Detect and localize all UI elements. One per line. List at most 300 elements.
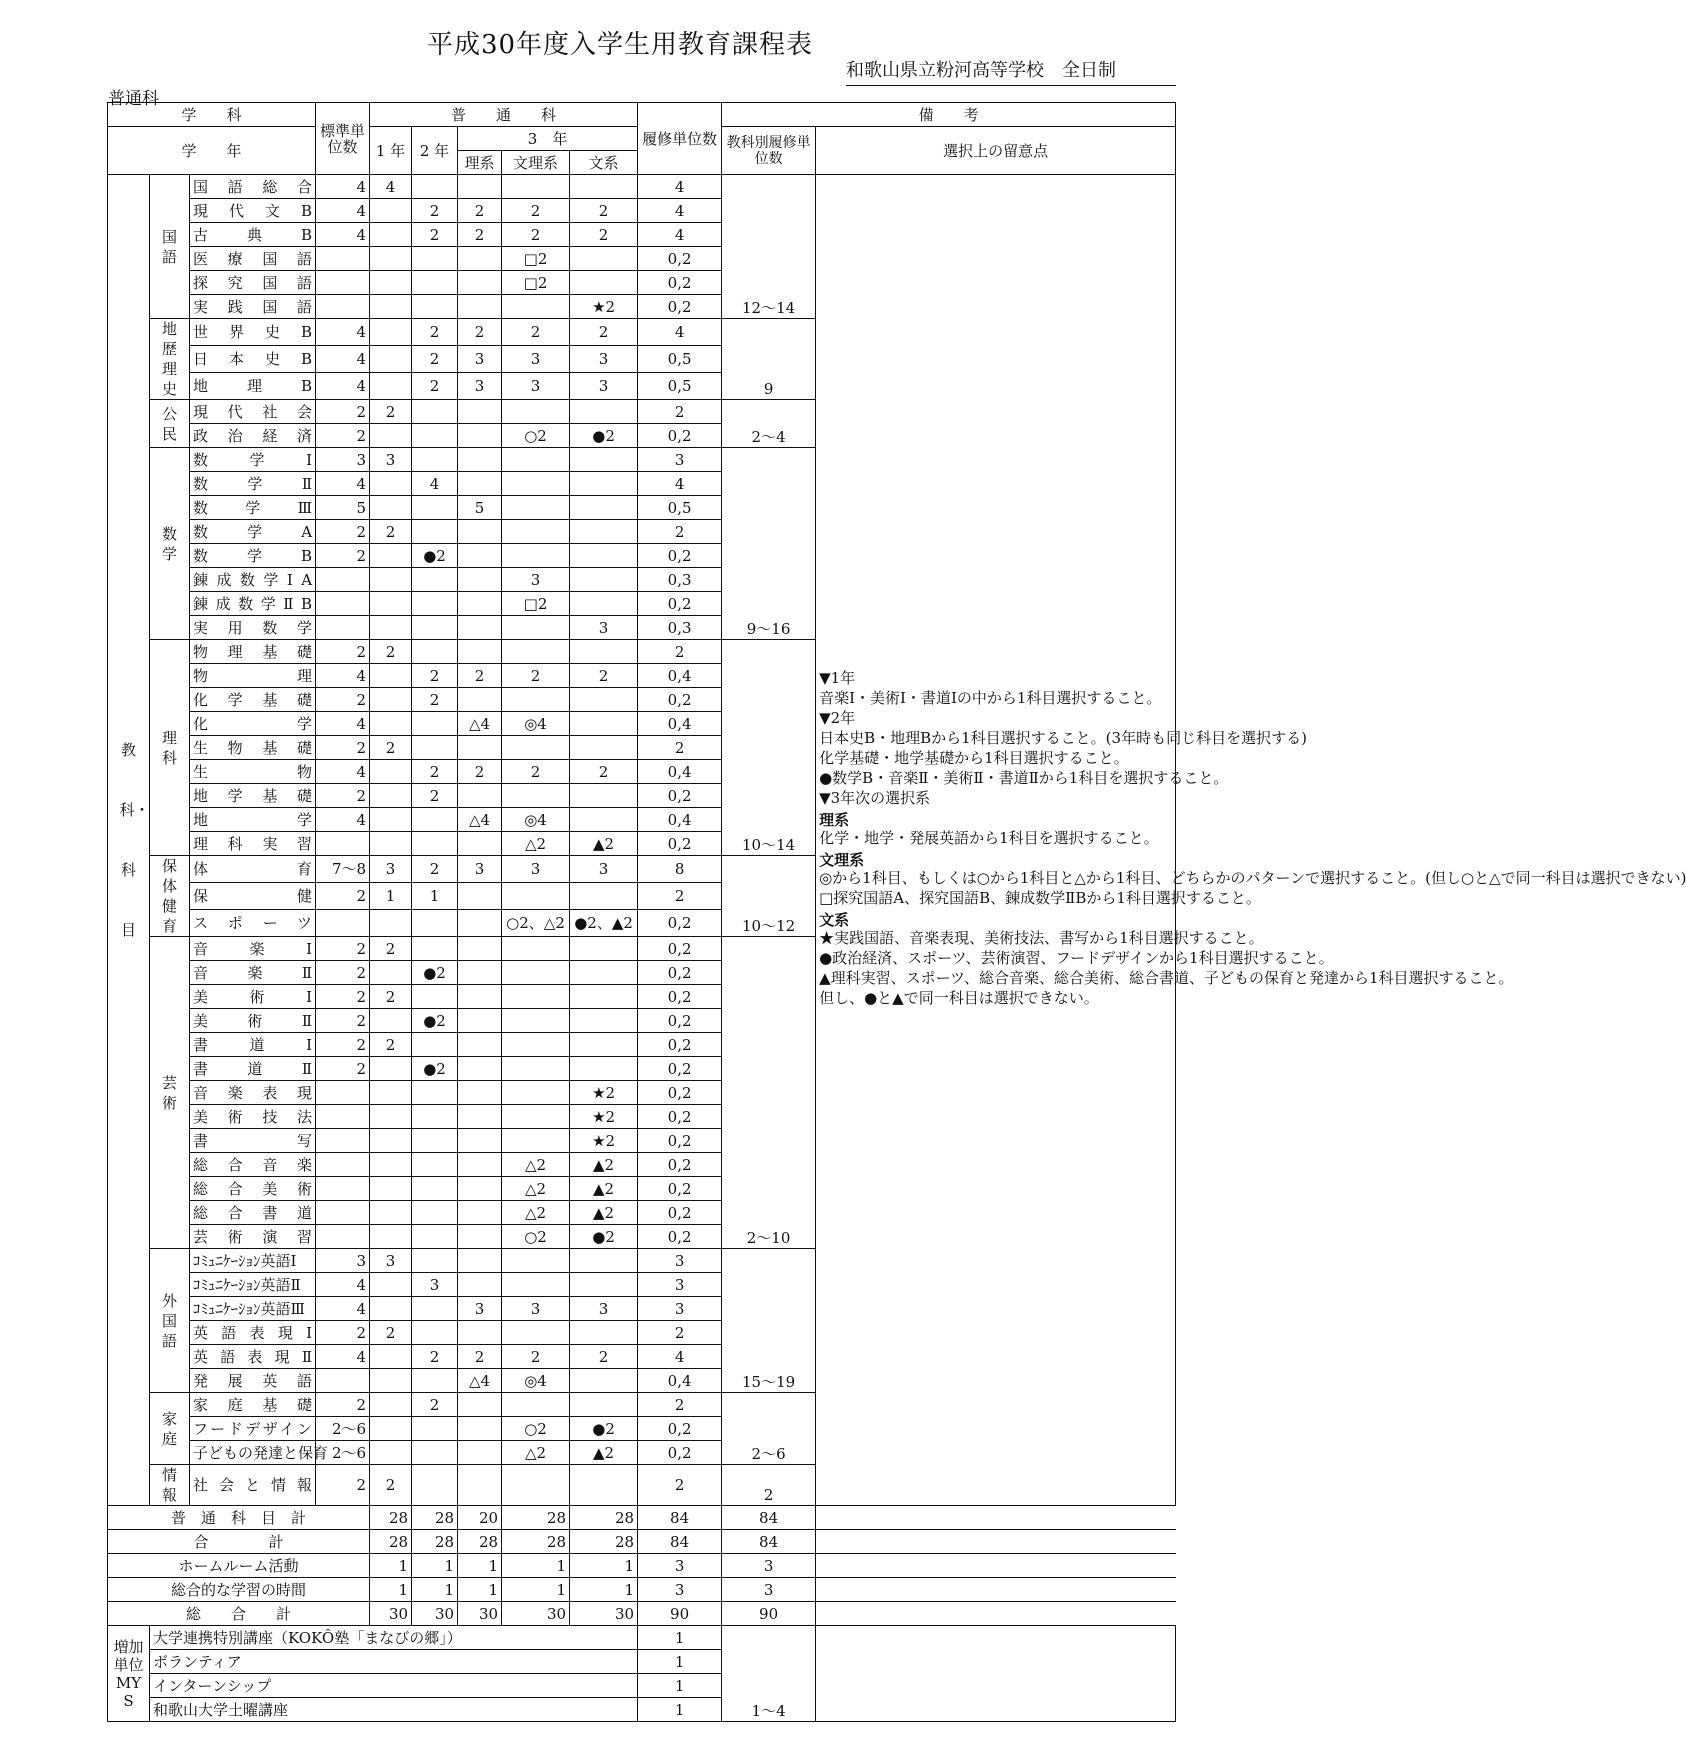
year3-bunrikei-units: □2: [502, 271, 570, 295]
year3-bunrikei-units: ◎4: [502, 808, 570, 832]
year3-rikei-units: [458, 1201, 502, 1225]
year3-rikei-units: 2: [458, 319, 502, 346]
kyoka-total: 10〜12: [722, 856, 816, 937]
rishu-units: 0,2: [638, 910, 722, 937]
year2-units: [412, 1177, 458, 1201]
note-text: □探究国語A、探究国語B、錬成数学ⅡBから1科目選択すること。: [819, 889, 1261, 907]
year3-rikei-units: [458, 1441, 502, 1465]
extra-item-units: 1: [638, 1674, 722, 1698]
year3-bunrikei-units: [502, 295, 570, 319]
rishu-units: 2: [638, 1393, 722, 1417]
year2-units: [412, 1297, 458, 1321]
subject-name: 総合美術: [190, 1177, 316, 1201]
group-label: [150, 1465, 190, 1506]
standard-units: 4: [316, 223, 370, 247]
year1-units: [370, 346, 412, 373]
subject-name: 体育: [190, 856, 316, 883]
year3-bunkei-units: [570, 712, 638, 736]
year3-bunkei-units: 3: [570, 616, 638, 640]
subject-name: 書写: [190, 1129, 316, 1153]
subject-name: 数学Ⅲ: [190, 496, 316, 520]
year3-bunkei-units: ★2: [570, 1105, 638, 1129]
standard-units: 3: [316, 448, 370, 472]
group-label-text: 数学: [161, 524, 177, 563]
year3-bunkei-units: 2: [570, 223, 638, 247]
year3-bunkei-units: [570, 1033, 638, 1057]
subject-name: 地理B: [190, 373, 316, 400]
total-kyoka: 90: [722, 1602, 816, 1626]
year1-units: [370, 1417, 412, 1441]
selection-notes: [816, 175, 1686, 1506]
note-heading: 文理系: [819, 851, 865, 869]
year1-units: [370, 568, 412, 592]
year1-units: 2: [370, 1465, 412, 1506]
year2-units: [412, 985, 458, 1009]
standard-units-header: 標準単位数: [316, 103, 370, 175]
rishu-units: 2: [638, 640, 722, 664]
year2-units: [412, 736, 458, 760]
year3-bunrikei-units: ◎4: [502, 1369, 570, 1393]
year3-rikei-units: [458, 568, 502, 592]
year2-units: 2: [412, 346, 458, 373]
subject-name: ｺﾐｭﾆｹｰｼｮﾝ英語Ⅲ: [190, 1297, 316, 1321]
rishu-units: 0,2: [638, 1153, 722, 1177]
year1-units: [370, 496, 412, 520]
year3-rikei-units: [458, 910, 502, 937]
year2-units: ●2: [412, 1057, 458, 1081]
year3-header: 3 年: [458, 127, 638, 151]
group-label-text: 保体健育: [161, 857, 177, 935]
year2-units: [412, 1129, 458, 1153]
year3-bunkei-units: [570, 520, 638, 544]
year3-bunkei-units: [570, 1057, 638, 1081]
standard-units: 2: [316, 883, 370, 910]
year1-units: [370, 1129, 412, 1153]
subject-name: 理科実習: [190, 832, 316, 856]
year3-bunkei-units: 3: [570, 856, 638, 883]
year1-units: [370, 664, 412, 688]
standard-units: 2〜6: [316, 1441, 370, 1465]
year1-units: [370, 472, 412, 496]
year3-rikei-units: [458, 1057, 502, 1081]
year3-bunrikei-units: △2: [502, 832, 570, 856]
standard-units: 2〜6: [316, 1417, 370, 1441]
subject-name: 生物基礎: [190, 736, 316, 760]
total-units: 90: [638, 1602, 722, 1626]
year1-units: [370, 1345, 412, 1369]
total-kyoka: 3: [722, 1578, 816, 1602]
note-heading: ▼2年: [819, 709, 856, 727]
year3-bunrikei-units: ○2: [502, 1225, 570, 1249]
year3-bunkei-units: ●2、▲2: [570, 910, 638, 937]
year3-bunkei-units: [570, 640, 638, 664]
total-row: [108, 1578, 1176, 1602]
rishu-units: 0,4: [638, 1369, 722, 1393]
year3-bunrikei-units: [502, 1105, 570, 1129]
year1-units: [370, 223, 412, 247]
year3-bunrikei-units: 2: [502, 664, 570, 688]
year3-rikei-units: 3: [458, 1297, 502, 1321]
subject-name: 医療国語: [190, 247, 316, 271]
total-r: 30: [458, 1602, 502, 1626]
standard-units: 2: [316, 640, 370, 664]
year3-bunkei-units: 3: [570, 373, 638, 400]
year3-rikei-units: [458, 1393, 502, 1417]
year3-bunrikei-units: ○2: [502, 1417, 570, 1441]
subject-name: 芸術演習: [190, 1225, 316, 1249]
group-label: [150, 640, 190, 856]
note-text: ◎から1科目、もしくは○から1科目と△から1科目、どちらかのパターンで選択すること。(但し○と△で同一科目は選択できない): [819, 869, 1686, 887]
year3-bunrikei-units: [502, 985, 570, 1009]
subject-name: 錬成数学ⅡB: [190, 592, 316, 616]
group-label: [150, 856, 190, 937]
year3-bunkei-units: ★2: [570, 295, 638, 319]
note-heading: ▼1年: [819, 669, 856, 687]
standard-units: [316, 1153, 370, 1177]
group-label-text: 地歴理史: [161, 320, 177, 398]
rishu-units: 4: [638, 319, 722, 346]
year3-bunkei-units: [570, 175, 638, 199]
year1-units: 2: [370, 736, 412, 760]
year2-units: [412, 448, 458, 472]
total-row: [108, 1602, 1176, 1626]
year1-units: 1: [370, 883, 412, 910]
year2-units: [412, 1249, 458, 1273]
year2-units: [412, 1201, 458, 1225]
subject-name: ｺﾐｭﾆｹｰｼｮﾝ英語Ⅱ: [190, 1273, 316, 1297]
year3-bunrikei-units: 3: [502, 1297, 570, 1321]
year3-rikei-units: [458, 472, 502, 496]
total-br: 1: [502, 1554, 570, 1578]
total-b: 28: [570, 1506, 638, 1530]
rishu-units: 3: [638, 1273, 722, 1297]
year2-units: [412, 640, 458, 664]
year1-units: [370, 1081, 412, 1105]
year2-units: [412, 1081, 458, 1105]
standard-units: 4: [316, 373, 370, 400]
year3-bunkei-units: ●2: [570, 424, 638, 448]
year1-units: 3: [370, 448, 412, 472]
standard-units: [316, 1105, 370, 1129]
year3-bunkei-units: [570, 1273, 638, 1297]
year3-bunkei-units: [570, 247, 638, 271]
year1-header: 1 年: [370, 127, 412, 175]
subject-name: 探究国語: [190, 271, 316, 295]
standard-units: [316, 1225, 370, 1249]
rishu-units: 0,5: [638, 346, 722, 373]
year3-bunkei-units: [570, 496, 638, 520]
bunrikei-header: 文理系: [502, 151, 570, 175]
year3-rikei-units: [458, 1009, 502, 1033]
total-notes-blank: [816, 1554, 1176, 1578]
year3-rikei-units: [458, 688, 502, 712]
year2-units: [412, 520, 458, 544]
subject-name: 英語表現Ⅰ: [190, 1321, 316, 1345]
note-heading: 文系: [819, 911, 850, 929]
year3-rikei-units: 2: [458, 760, 502, 784]
year1-units: 2: [370, 1033, 412, 1057]
year1-units: [370, 1153, 412, 1177]
standard-units: 4: [316, 712, 370, 736]
standard-units: 2: [316, 544, 370, 568]
standard-units: 4: [316, 346, 370, 373]
year2-units: [412, 616, 458, 640]
rishu-units: 0,5: [638, 373, 722, 400]
year3-bunkei-units: [570, 568, 638, 592]
rishu-units: 0,5: [638, 496, 722, 520]
year3-bunrikei-units: [502, 472, 570, 496]
year3-rikei-units: 2: [458, 664, 502, 688]
year3-bunkei-units: [570, 883, 638, 910]
total-y1: 1: [370, 1554, 412, 1578]
year2-units: [412, 424, 458, 448]
subject-name: 社会と情報: [190, 1465, 316, 1506]
year3-bunrikei-units: [502, 736, 570, 760]
year3-bunrikei-units: [502, 1321, 570, 1345]
year3-bunrikei-units: 2: [502, 760, 570, 784]
subject-name: 物理: [190, 664, 316, 688]
standard-units: [316, 568, 370, 592]
total-r: 1: [458, 1578, 502, 1602]
note-text: ●政治経済、スポーツ、芸術演習、フードデザインから1科目選択すること。: [819, 949, 1334, 967]
year2-units: 1: [412, 883, 458, 910]
total-label: 普 通 科 目 計: [108, 1506, 370, 1530]
year2-units: [412, 247, 458, 271]
rishu-units: 0,2: [638, 1441, 722, 1465]
year3-bunkei-units: [570, 448, 638, 472]
year3-bunkei-units: 2: [570, 199, 638, 223]
year3-bunkei-units: [570, 808, 638, 832]
year3-rikei-units: 2: [458, 1345, 502, 1369]
subject-name: 音楽Ⅱ: [190, 961, 316, 985]
year3-rikei-units: [458, 448, 502, 472]
year2-units: 2: [412, 199, 458, 223]
year3-bunrikei-units: ○2: [502, 424, 570, 448]
year2-units: [412, 808, 458, 832]
year3-rikei-units: [458, 400, 502, 424]
total-notes-blank: [816, 1506, 1176, 1530]
year3-rikei-units: [458, 544, 502, 568]
year3-bunrikei-units: △2: [502, 1441, 570, 1465]
year3-bunkei-units: [570, 688, 638, 712]
year3-rikei-units: △4: [458, 1369, 502, 1393]
standard-units: [316, 1177, 370, 1201]
subject-name: 保健: [190, 883, 316, 910]
year3-rikei-units: [458, 1225, 502, 1249]
year3-bunrikei-units: [502, 175, 570, 199]
year3-bunrikei-units: [502, 688, 570, 712]
standard-units: 2: [316, 1033, 370, 1057]
year3-bunkei-units: [570, 1009, 638, 1033]
year3-bunkei-units: [570, 271, 638, 295]
year1-units: [370, 424, 412, 448]
subject-name: 総合書道: [190, 1201, 316, 1225]
standard-units: 7〜8: [316, 856, 370, 883]
year1-units: [370, 271, 412, 295]
subject-name: フードデザイン: [190, 1417, 316, 1441]
rishu-units: 2: [638, 400, 722, 424]
total-br: 28: [502, 1506, 570, 1530]
year3-bunkei-units: ▲2: [570, 1441, 638, 1465]
year3-bunrikei-units: [502, 1081, 570, 1105]
standard-units: 2: [316, 424, 370, 448]
year2-units: [412, 1417, 458, 1441]
total-units: 3: [638, 1578, 722, 1602]
year1-units: [370, 688, 412, 712]
page-title: 平成30年度入学生用教育課程表: [426, 30, 814, 60]
year1-units: 2: [370, 1321, 412, 1345]
year2-units: [412, 1369, 458, 1393]
total-b: 30: [570, 1602, 638, 1626]
year2-units: [412, 712, 458, 736]
total-units: 3: [638, 1554, 722, 1578]
standard-units: [316, 1081, 370, 1105]
year2-units: 2: [412, 1393, 458, 1417]
rishu-units: 0,4: [638, 664, 722, 688]
standard-units: 4: [316, 808, 370, 832]
standard-units: 2: [316, 1321, 370, 1345]
total-kyoka: 84: [722, 1530, 816, 1554]
total-y1: 1: [370, 1578, 412, 1602]
subject-name: 実践国語: [190, 295, 316, 319]
group-label: [150, 937, 190, 1249]
subject-name: スポーツ: [190, 910, 316, 937]
subject-name: 政治経済: [190, 424, 316, 448]
futsuka-header: 普 通 科: [370, 103, 638, 127]
total-y2: 28: [412, 1530, 458, 1554]
standard-units: 4: [316, 319, 370, 346]
rishu-units: 4: [638, 175, 722, 199]
kyoka-total: 2〜10: [722, 937, 816, 1249]
year3-bunrikei-units: [502, 961, 570, 985]
subject-name: 実用数学: [190, 616, 316, 640]
subject-name: 書道Ⅱ: [190, 1057, 316, 1081]
subject-name: ｺﾐｭﾆｹｰｼｮﾝ英語Ⅰ: [190, 1249, 316, 1273]
year3-bunrikei-units: [502, 1057, 570, 1081]
standard-units: 2: [316, 937, 370, 961]
year1-units: 2: [370, 985, 412, 1009]
year3-bunrikei-units: 3: [502, 346, 570, 373]
year2-units: [412, 400, 458, 424]
rishu-units: 8: [638, 856, 722, 883]
year3-bunkei-units: ▲2: [570, 1177, 638, 1201]
subject-name: 現代文B: [190, 199, 316, 223]
year3-bunrikei-units: [502, 1009, 570, 1033]
year3-bunrikei-units: [502, 1393, 570, 1417]
note-text: 化学基礎・地学基礎から1科目選択すること。: [819, 749, 1129, 767]
year2-units: ●2: [412, 961, 458, 985]
kyoka-total: 15〜19: [722, 1249, 816, 1393]
year3-rikei-units: 3: [458, 373, 502, 400]
subject-name: 物理基礎: [190, 640, 316, 664]
year3-rikei-units: [458, 1273, 502, 1297]
rishu-units: 2: [638, 736, 722, 760]
year1-units: 4: [370, 175, 412, 199]
year3-bunkei-units: [570, 937, 638, 961]
rishu-units: 0,2: [638, 688, 722, 712]
subject-name: 家庭基礎: [190, 1393, 316, 1417]
year1-units: [370, 832, 412, 856]
rishu-units: 0,2: [638, 832, 722, 856]
year3-rikei-units: [458, 784, 502, 808]
year3-rikei-units: [458, 961, 502, 985]
standard-units: [316, 1369, 370, 1393]
note-heading: ▼3年次の選択系: [819, 789, 931, 807]
group-label-text: 情報: [161, 1466, 177, 1504]
standard-units: 2: [316, 400, 370, 424]
subject-name: 地学基礎: [190, 784, 316, 808]
kyoka-total: 2〜4: [722, 400, 816, 448]
subject-name: 現代社会: [190, 400, 316, 424]
year3-rikei-units: [458, 1105, 502, 1129]
year1-units: [370, 712, 412, 736]
year2-units: 4: [412, 472, 458, 496]
subject-name: 音楽Ⅰ: [190, 937, 316, 961]
biko-header: 備 考: [722, 103, 1176, 127]
extra-item-name: インターンシップ: [150, 1674, 638, 1698]
kyoka-total: 9: [722, 319, 816, 400]
subject-name: 総合音楽: [190, 1153, 316, 1177]
subject-row: [108, 175, 1176, 199]
group-label: [150, 1249, 190, 1393]
rishu-units: 0,2: [638, 1177, 722, 1201]
subject-name: 数学B: [190, 544, 316, 568]
rishu-units: 4: [638, 472, 722, 496]
subject-name: 化学基礎: [190, 688, 316, 712]
rishu-units: 0,2: [638, 295, 722, 319]
year1-units: 3: [370, 1249, 412, 1273]
side-label: [108, 175, 150, 1506]
year3-rikei-units: 3: [458, 346, 502, 373]
standard-units: 4: [316, 1297, 370, 1321]
year3-rikei-units: [458, 520, 502, 544]
subject-name: 化学: [190, 712, 316, 736]
rishu-units: 0,2: [638, 961, 722, 985]
kyoka-units-header: 教科別履修単位数: [722, 127, 816, 175]
extra-item-units: 1: [638, 1650, 722, 1674]
standard-units: [316, 1201, 370, 1225]
year3-rikei-units: [458, 1249, 502, 1273]
standard-units: 4: [316, 175, 370, 199]
total-y2: 1: [412, 1554, 458, 1578]
year3-rikei-units: [458, 271, 502, 295]
year3-bunrikei-units: 2: [502, 199, 570, 223]
year1-units: [370, 1105, 412, 1129]
total-y1: 28: [370, 1530, 412, 1554]
year3-bunkei-units: ▲2: [570, 832, 638, 856]
year1-units: 2: [370, 937, 412, 961]
rishu-units: 0,3: [638, 568, 722, 592]
year3-rikei-units: [458, 1417, 502, 1441]
extra-item-units: 1: [638, 1698, 722, 1722]
year2-units: [412, 937, 458, 961]
year1-units: 3: [370, 856, 412, 883]
course-label: 普通科: [108, 89, 159, 109]
year2-units: 3: [412, 1273, 458, 1297]
year1-units: 2: [370, 640, 412, 664]
year2-units: [412, 175, 458, 199]
year1-units: [370, 1225, 412, 1249]
group-label-text: 家庭: [161, 1409, 177, 1448]
year3-bunkei-units: 3: [570, 346, 638, 373]
kyoka-total: 9〜16: [722, 448, 816, 640]
rishu-units: 0,2: [638, 247, 722, 271]
year3-bunrikei-units: [502, 520, 570, 544]
year3-rikei-units: [458, 247, 502, 271]
year1-units: [370, 1201, 412, 1225]
year3-rikei-units: △4: [458, 712, 502, 736]
year3-bunrikei-units: [502, 1033, 570, 1057]
